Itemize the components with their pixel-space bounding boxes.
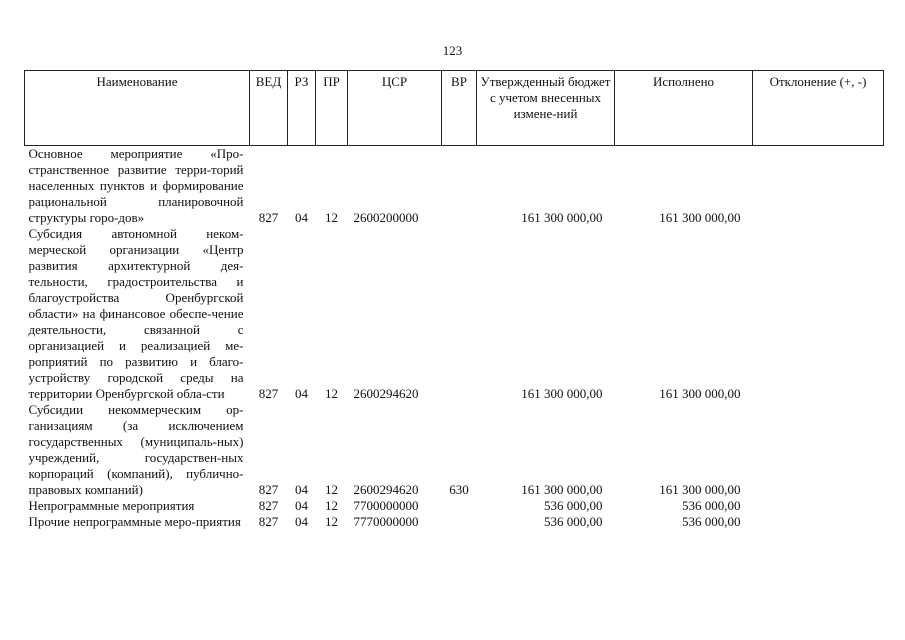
table-row <box>25 402 884 498</box>
row-rz: 04 <box>295 498 308 513</box>
row-pr: 12 <box>325 498 338 513</box>
row-name: Основное мероприятие «Про-странственное развитие терри-торий населенных пунктов и формирование рациональной планировочной структуры горо-дов» <box>28 146 244 225</box>
table-row <box>25 226 884 402</box>
row-rz: 04 <box>295 386 308 401</box>
column-header-deviation: Отклонение (+, -) <box>753 71 884 146</box>
row-pr: 12 <box>325 386 338 401</box>
row-executed: 161 300 000,00 <box>659 210 741 225</box>
table-row <box>25 514 884 530</box>
row-executed: 161 300 000,00 <box>659 386 741 401</box>
row-csr: 2600200000 <box>353 210 419 225</box>
row-executed: 536 000,00 <box>682 514 741 529</box>
row-ved: 827 <box>258 514 279 529</box>
row-approved: 161 300 000,00 <box>521 386 603 401</box>
row-approved: 161 300 000,00 <box>521 482 603 497</box>
row-name: Субсидия автономной неком-мерческой организации «Центр развития архитектурной дея-тельности, градостроительства и благоустройства Оренбургской области» на финансовое обеспе-чение деятельности, связанной с организацией и реализацией ме-роприятий по развитию и благо-устройству городской среды на территории Оренбургской обла-сти <box>28 226 244 401</box>
row-rz: 04 <box>295 210 308 225</box>
row-vr <box>442 514 477 530</box>
row-rz: 04 <box>295 482 308 497</box>
row-vr <box>442 498 477 514</box>
row-executed: 161 300 000,00 <box>659 482 741 497</box>
row-csr: 7770000000 <box>353 514 419 529</box>
column-header-ved: ВЕД <box>250 71 288 146</box>
row-pr: 12 <box>325 210 338 225</box>
row-vr <box>442 146 477 227</box>
row-vr <box>442 226 477 402</box>
column-header-executed: Исполнено <box>615 71 753 146</box>
column-header-csr: ЦСР <box>348 71 442 146</box>
table-row <box>25 498 884 514</box>
row-deviation <box>753 402 884 498</box>
row-ved: 827 <box>258 210 279 225</box>
row-csr: 2600294620 <box>353 386 419 401</box>
column-header-name: Наименование <box>25 71 250 146</box>
row-deviation <box>753 514 884 530</box>
row-deviation <box>753 146 884 227</box>
row-ved: 827 <box>258 482 279 497</box>
row-executed: 536 000,00 <box>682 498 741 513</box>
row-approved: 536 000,00 <box>544 498 603 513</box>
column-header-rz: РЗ <box>288 71 316 146</box>
row-name: Субсидии некоммерческим ор-ганизациям (за исключением государственных (муниципаль-ных) учреждений, государствен-ных корпораций (компаний), публично-правовых компаний) <box>28 402 244 497</box>
column-header-vr: ВР <box>442 71 477 146</box>
page-number: 123 <box>442 43 463 58</box>
row-vr: 630 <box>449 482 469 497</box>
row-name: Непрограммные мероприятия <box>28 498 195 513</box>
row-pr: 12 <box>325 482 338 497</box>
row-ved: 827 <box>258 386 279 401</box>
row-pr: 12 <box>325 514 338 529</box>
table-row <box>25 146 884 227</box>
row-approved: 161 300 000,00 <box>521 210 603 225</box>
table-header-row <box>25 71 884 146</box>
row-name: Прочие непрограммные меро-приятия <box>28 514 241 529</box>
row-rz: 04 <box>295 514 308 529</box>
row-csr: 7700000000 <box>353 498 419 513</box>
column-header-pr: ПР <box>316 71 348 146</box>
row-csr: 2600294620 <box>353 482 419 497</box>
row-ved: 827 <box>258 498 279 513</box>
budget-execution-table <box>24 70 884 530</box>
column-header-approved: Утвержденный бюджет с учетом внесенных измене-ний <box>477 71 615 146</box>
row-approved: 536 000,00 <box>544 514 603 529</box>
row-deviation <box>753 226 884 402</box>
row-deviation <box>753 498 884 514</box>
